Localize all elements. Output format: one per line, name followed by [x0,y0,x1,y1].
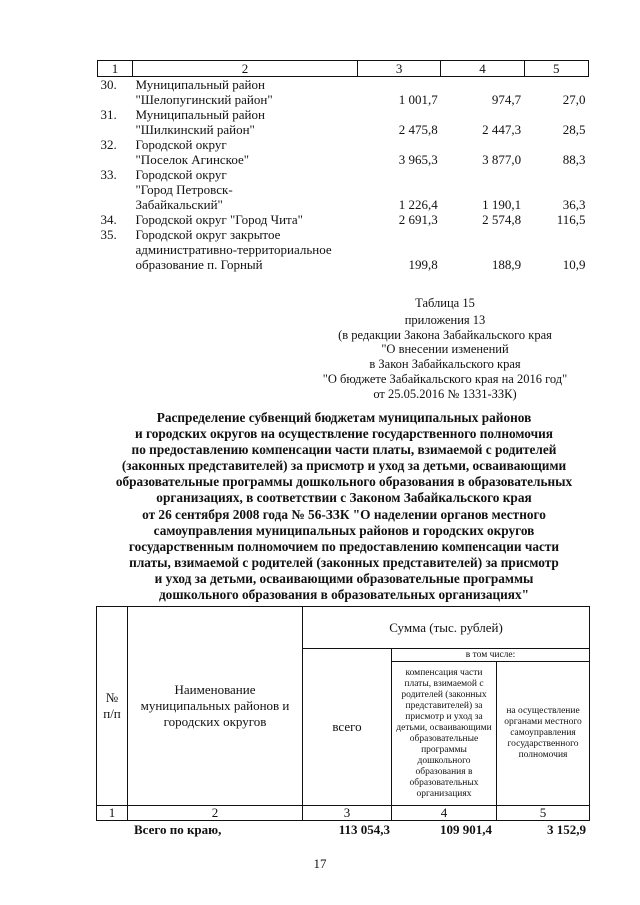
row-value-total: 3 965,3 [398,152,438,167]
row-value-total [358,137,441,152]
column-number-row [98,61,589,77]
row-number [98,242,133,257]
row-value-total [358,182,441,197]
row-value-v2: 88,3 [562,152,586,167]
appendix-line: (в редакции Закона Забайкальского края [338,327,552,342]
row-value-v1 [441,242,524,257]
header-row-1 [97,607,590,649]
row-value-v2 [524,107,588,122]
header-including: в том числе: [392,649,590,662]
row-number: 30. [100,77,117,92]
table-row [98,77,589,93]
total-local-authority: 3 152,9 [547,822,586,837]
heading-line: и уход за детьми, осваивающими образовательные программы [154,570,534,586]
row-value-total [358,227,441,242]
row-number: 33. [100,167,117,182]
row-name-line: Городской округ [135,137,227,152]
table-title: Таблица 15 [415,296,475,310]
row-number [98,152,133,167]
bottom-col-num-2: 2 [128,806,303,821]
row-name-line: Городской округ "Город Чита" [135,212,303,227]
col-num-5: 5 [524,61,588,77]
heading-line: и городских округов на осуществление государственного полномочия [135,426,553,442]
row-name-line: Муниципальный район [135,107,265,122]
row-number: 31. [100,107,117,122]
row-number: 35. [100,227,117,242]
appendix-reference [300,296,590,402]
header-local-authority: на осуществление органами местного самоуправления государственного полномочия [497,662,590,806]
table-row [98,152,589,167]
table-row [98,257,589,272]
col-num-2: 2 [133,61,358,77]
row-value-total: 1 001,7 [398,92,438,107]
row-number [98,182,133,197]
row-value-total: 199,8 [408,257,438,272]
row-value-v2 [524,167,588,182]
header-sum: Сумма (тыс. рублей) [303,607,590,649]
row-name-line: "Город Петровск- [135,182,233,197]
appendix-line: в Закон Забайкальского края [369,357,521,372]
row-value-v2 [524,242,588,257]
total-sum: 113 054,3 [338,822,390,837]
row-number [98,197,133,212]
table-row [98,167,589,182]
table-row [98,212,589,227]
bottom-column-number-row [97,806,590,821]
row-name-line: "Шилкинский район" [135,122,255,137]
row-number: 34. [100,212,117,227]
row-value-v2 [524,227,588,242]
row-value-v1: 2 447,3 [482,122,522,137]
row-value-total [358,77,441,93]
row-value-v2: 10,9 [562,257,586,272]
row-number [98,257,133,272]
header-number: № п/п [97,607,128,806]
row-name-line: Муниципальный район [135,77,265,92]
bottom-col-num-3: 3 [303,806,392,821]
continuation-table [97,60,589,272]
row-number: 32. [100,137,117,152]
row-value-v2: 116,5 [556,212,586,227]
row-value-total: 1 226,4 [398,197,438,212]
row-value-total [358,107,441,122]
row-value-v2 [524,182,588,197]
table-row [98,227,589,242]
table-row [98,92,589,107]
row-name-line: "Поселок Агинское" [135,152,250,167]
col-num-3: 3 [358,61,441,77]
appendix-line: приложения 13 [404,312,486,327]
row-value-v2 [524,137,588,152]
heading-line: Распределение субвенций бюджетам муниципальных районов [156,410,532,425]
row-value-v1 [441,227,524,242]
row-value-v1 [441,107,524,122]
row-value-v1: 2 574,8 [482,212,522,227]
row-value-v1 [441,137,524,152]
heading-line: дошкольного образования в образовательных организациях" [158,587,530,603]
row-value-v2: 28,5 [562,122,586,137]
row-name-line: Городской округ закрытое [135,227,281,242]
bottom-col-num-4: 4 [392,806,497,821]
row-number [98,122,133,137]
continuation-table-body [98,61,589,273]
row-value-total: 2 691,3 [398,212,438,227]
table-row [98,137,589,152]
row-value-v2 [524,77,588,93]
bottom-col-num-1: 1 [97,806,128,821]
row-value-total: 2 475,8 [398,122,438,137]
heading-line: по предоставлению компенсации части платы, взимаемой с родителей [131,442,557,458]
row-value-v1: 3 877,0 [482,152,522,167]
page-number: 17 [313,856,327,871]
row-value-v2: 36,3 [562,197,586,212]
table-row [98,107,589,122]
row-name-line: Городской округ [135,167,227,182]
total-compensation: 109 901,4 [440,822,492,837]
heading-line: (законных представителей) за присмотр и уход за детьми, осваивающими [121,458,567,474]
heading-line: организациях, в соответствии с Законом Забайкальского края [156,490,532,506]
document-heading [96,410,592,603]
row-number [98,92,133,107]
appendix-line: "О внесении изменений [381,342,509,357]
table-row [98,197,589,212]
row-value-v1 [441,77,524,93]
table-row [98,122,589,137]
row-value-total [358,242,441,257]
row-name-line: образование п. Горный [135,257,263,272]
appendix-line: "О бюджете Забайкальского края на 2016 год" [322,371,568,386]
bottom-col-num-5: 5 [497,806,590,821]
row-value-v1 [441,167,524,182]
header-total: всего [303,649,392,806]
table-row [98,182,589,197]
col-num-1: 1 [98,61,133,77]
row-value-v2: 27,0 [562,92,586,107]
heading-line: от 26 сентября 2008 года № 56-ЗЗК "О наделении органов местного [142,506,546,522]
row-value-total [358,167,441,182]
row-value-v1 [441,182,524,197]
appendix-line: от 25.05.2016 № 1331-ЗЗК) [373,386,517,401]
row-name-line: Забайкальский" [135,197,223,212]
row-value-v1: 974,7 [491,92,522,107]
row-value-v1: 188,9 [491,257,522,272]
total-label: Всего по краю, [134,822,222,837]
heading-line: образовательные программы дошкольного образования в образовательных [115,474,573,490]
heading-line: государственным полномочием по предоставлению компенсации части [128,538,560,554]
header-compensation: компенсация части платы, взимаемой с родителей (законных представителей) за присмотр и уход за детьми, осваивающими образовательные программы дошкольного образования в образовательных организациях [392,662,497,806]
heading-line: самоуправления муниципальных районов и городских округов [153,522,535,538]
heading-line: платы, взимаемой с родителей (законных представителей) за присмотр [129,554,559,570]
row-name-line: "Шелопугинский район" [135,92,273,107]
table-row [98,242,589,257]
row-name-line: административно-территориальное [135,242,332,257]
row-value-v1: 1 190,1 [482,197,522,212]
header-name: Наименование муниципальных районов и городских округов [128,607,303,806]
col-num-4: 4 [441,61,524,77]
subvention-table-header [96,606,590,821]
